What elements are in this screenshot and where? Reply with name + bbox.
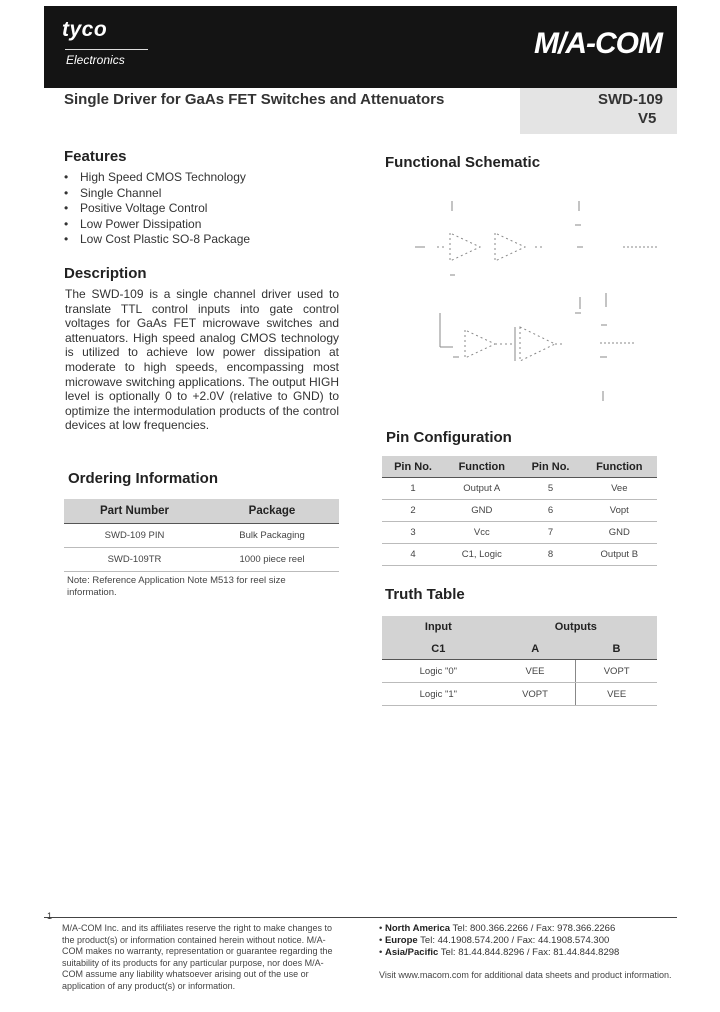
part-number: SWD-109 [598, 91, 664, 108]
website-note: Visit www.macom.com for additional data sheets and product information. [379, 970, 672, 980]
schematic-heading: Functional Schematic [385, 154, 541, 171]
table-cell: Vcc [444, 522, 519, 544]
table-cell: 4 [382, 544, 444, 566]
tyco-logo: tyco [62, 18, 108, 41]
contact-item: • Europe Tel: 44.1908.574.200 / Fax: 44.1908.574.300 [379, 935, 610, 946]
table-cell: Output A [444, 478, 519, 500]
table-cell: Logic "0" [382, 660, 495, 683]
table-cell: Output B [582, 544, 657, 566]
table-cell: VEE [495, 660, 576, 683]
table-row [382, 478, 657, 500]
table-row [382, 544, 657, 566]
table-row [64, 524, 339, 548]
table-cell: Bulk Packaging [205, 524, 339, 548]
page-number: 1 [47, 911, 53, 921]
table-row [382, 500, 657, 522]
table-row [382, 522, 657, 544]
table-cell: 2 [382, 500, 444, 522]
version-label: V5 [638, 110, 657, 127]
feature-item: • High Speed CMOS Technology [64, 170, 246, 184]
footer-divider [44, 917, 677, 918]
column-header: Function [444, 456, 519, 478]
column-header: Pin No. [519, 456, 581, 478]
table-cell: 3 [382, 522, 444, 544]
legal-disclaimer: M/A-COM Inc. and its affiliates reserve the right to make changes to the product(s) or information contained herein without notice. M/A-COM makes no warranty, representation or guarantee regarding the suitability of its products for any particular purpose, nor does M/A-COM assume any liability whatsoever arising out of the use or application of any product(s) or information. [62, 923, 333, 991]
table-cell: Vopt [582, 500, 657, 522]
column-header: A [495, 638, 576, 660]
contact-item: • Asia/Pacific Tel: 81.44.844.8296 / Fax: 81.44.844.8298 [379, 947, 620, 958]
column-header: Function [582, 456, 657, 478]
table-cell: C1, Logic [444, 544, 519, 566]
feature-item: • Low Cost Plastic SO-8 Package [64, 232, 251, 247]
table-cell: GND [582, 522, 657, 544]
ordering-heading: Ordering Information [68, 470, 218, 487]
truth-table-heading: Truth Table [385, 586, 465, 603]
pin-config-heading: Pin Configuration [386, 429, 512, 446]
table-cell: 7 [519, 522, 581, 544]
functional-schematic-diagram [395, 195, 660, 420]
macom-logo: M/A-COM [534, 27, 662, 60]
table-header-row [382, 638, 657, 660]
logo-divider [65, 49, 148, 50]
table-row [64, 548, 339, 572]
document-title: Single Driver for GaAs FET Switches and Attenuators [64, 91, 445, 108]
table-header-row [382, 616, 657, 638]
table-row [382, 683, 657, 706]
column-header: Input [382, 616, 495, 638]
tyco-logo-subtitle: Electronics [66, 53, 125, 67]
table-row [382, 660, 657, 683]
table-cell: GND [444, 500, 519, 522]
feature-item: • Positive Voltage Control [64, 201, 208, 216]
table-cell: 6 [519, 500, 581, 522]
table-cell: SWD-109TR [64, 548, 205, 572]
column-header: B [576, 638, 657, 660]
table-cell: VOPT [495, 683, 576, 706]
feature-item: • Single Channel [64, 185, 162, 200]
table-cell: VOPT [576, 660, 657, 683]
table-cell: 1000 piece reel [205, 548, 339, 572]
contact-list [379, 923, 619, 959]
table-cell: 5 [519, 478, 581, 500]
ordering-note: Note: Reference Application Note M513 for reel size information. [67, 575, 286, 598]
table-cell: VEE [576, 683, 657, 706]
features-list [64, 170, 250, 248]
column-header: Package [205, 499, 339, 524]
features-heading: Features [64, 148, 127, 165]
description-text: The SWD-109 is a single channel driver used to translate TTL control inputs into gate control voltages for GaAs FET microwave switches and attenuators. High speed analog CMOS technology is utilized to achieve low power dissipation at moderate to high speeds, encompassing most microwave switching applications. The output HIGH level is optionally 0 to +2.0V (relative to GND) to optimize the intermodulation products of the control devices at low frequencies. [65, 287, 339, 433]
table-cell: 8 [519, 544, 581, 566]
column-header: Part Number [64, 499, 205, 524]
contact-item: • North America Tel: 800.366.2266 / Fax: 978.366.2266 [379, 923, 616, 934]
table-cell: 1 [382, 478, 444, 500]
column-header: Pin No. [382, 456, 444, 478]
column-header: Outputs [495, 616, 657, 638]
table-cell: Vee [582, 478, 657, 500]
table-header-row [382, 456, 657, 478]
truth-table [382, 616, 657, 706]
description-heading: Description [64, 265, 147, 282]
table-cell: Logic "1" [382, 683, 495, 706]
table-cell: SWD-109 PIN [64, 524, 205, 548]
table-header-row [64, 499, 339, 524]
pin-configuration-table [382, 456, 657, 566]
ordering-table [64, 499, 339, 572]
feature-item: • Low Power Dissipation [64, 216, 202, 231]
column-header: C1 [382, 638, 495, 660]
